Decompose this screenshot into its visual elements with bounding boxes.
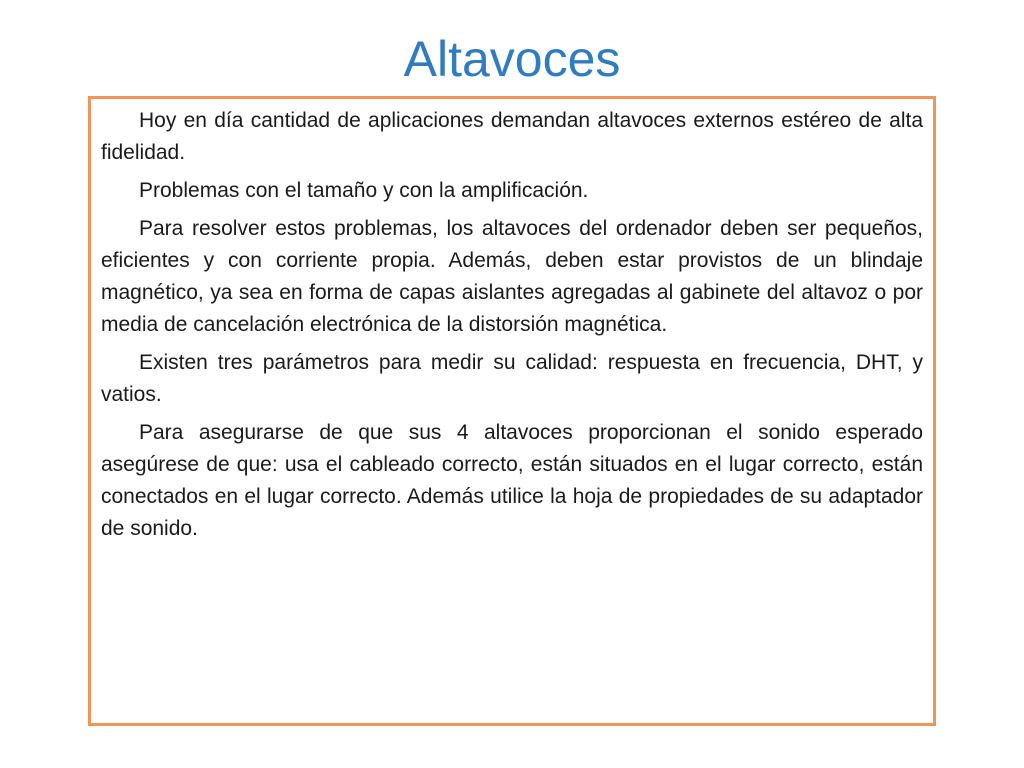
content-box (88, 96, 936, 726)
paragraph-quality-parameters: Existen tres parámetros para medir su calidad: respuesta en frecuencia, DHT, y vatios. (101, 351, 923, 406)
slide-title: Altavoces (403, 31, 621, 87)
paragraph-solution: Para resolver estos problemas, los altavoces del ordenador deben ser pequeños, eficientes y con corriente propia. Además, deben estar provistos de un blindaje magnético, ya sea en forma de capas aislantes agregadas al gabinete del altavoz o por media de cancelación electrónica de la distorsión magnética. (101, 217, 923, 336)
paragraph-setup-tips: Para asegurarse de que sus 4 altavoces proporcionan el sonido esperado asegúrese de que: usa el cableado correcto, están situados en el lugar correcto, están conectados en el lugar correcto. Además utilice la hoja de propiedades de su adaptador de sonido. (101, 421, 923, 540)
paragraph-intro: Hoy en día cantidad de aplicaciones demandan altavoces externos estéreo de alta fidelidad. (101, 109, 923, 164)
paragraph-problems: Problemas con el tamaño y con la amplificación. (139, 179, 589, 202)
